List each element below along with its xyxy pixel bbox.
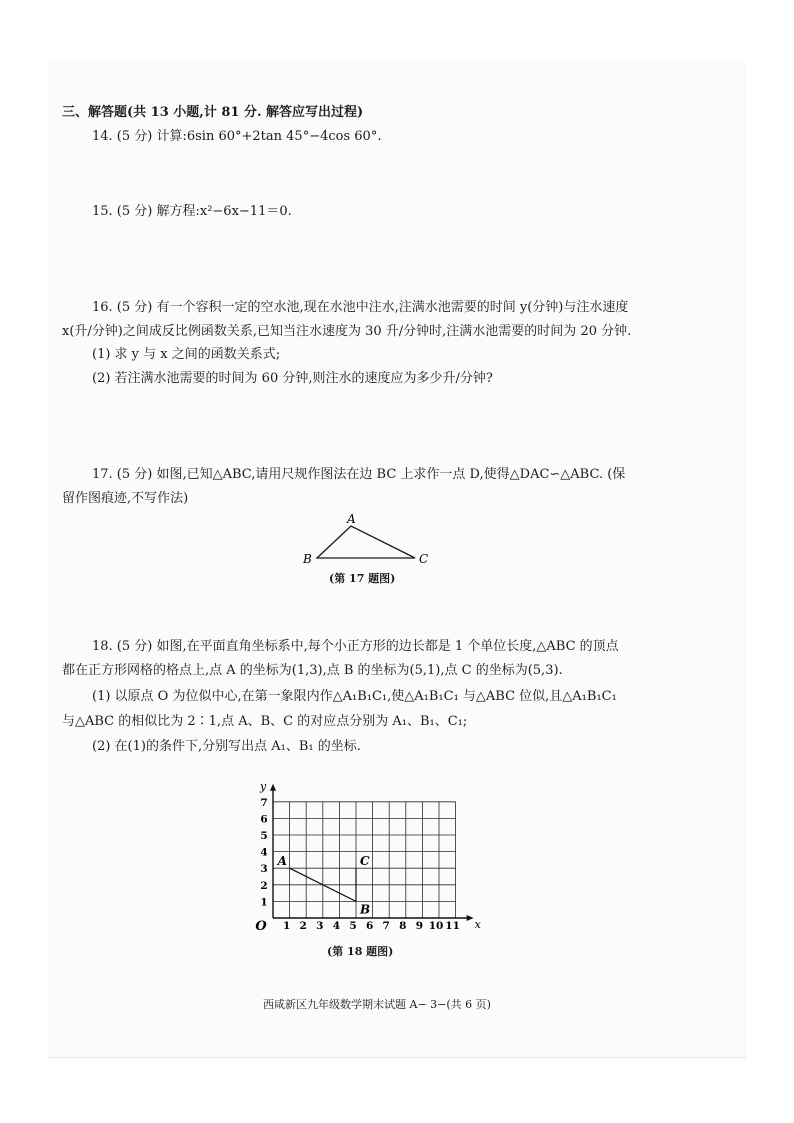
x-tick-label: 3	[316, 920, 324, 932]
triangle-label-a: A	[347, 512, 356, 526]
x-tick-label: 1	[282, 920, 291, 932]
question-16-part-2: (2) 若注满水池需要的时间为 60 分钟,则注水的速度应为多少升/分钟?	[92, 371, 493, 386]
origin-label: O	[255, 919, 267, 934]
figure-17-caption: (第 17 题图)	[329, 572, 396, 585]
coordinate-grid-figure	[240, 755, 490, 940]
triangle-label-b: B	[303, 552, 312, 566]
point-label-c: C	[360, 854, 370, 869]
x-tick-label: 7	[382, 920, 390, 932]
x-tick-label: 10	[428, 920, 444, 932]
y-axis-label: y	[260, 779, 267, 793]
question-14: 14. (5 分) 计算:6sin 60°+2tan 45°−4cos 60°.	[92, 129, 382, 144]
x-tick-label: 5	[349, 920, 357, 932]
x-tick-label: 6	[365, 920, 374, 932]
x-axis-label: x	[474, 918, 481, 931]
y-tick-label: 5	[260, 830, 268, 842]
y-tick-label: 3	[260, 863, 268, 876]
x-tick-label: 11	[445, 920, 460, 932]
question-16-part-1: (1) 求 y 与 x 之间的函数关系式;	[92, 347, 281, 362]
triangle-abc-figure	[295, 510, 445, 572]
question-16-line-2: x(升/分钟)之间成反比例函数关系,已知当注水速度为 30 升/分钟时,注满水池需要的时间为 20 分钟.	[62, 324, 632, 339]
page-edge-divider	[48, 1057, 746, 1058]
question-18-part-2: (2) 在(1)的条件下,分别写出点 A₁、B₁ 的坐标.	[92, 739, 361, 754]
y-tick-label: 4	[260, 846, 268, 859]
y-tick-label: 7	[260, 796, 268, 809]
question-18-line-2: 都在正方形网格的格点上,点 A 的坐标为(1,3),点 B 的坐标为(5,1),点 C 的坐标为(5,3).	[62, 663, 563, 678]
y-axis-arrow	[270, 784, 276, 791]
section-heading: 三、解答题(共 13 小题,计 81 分. 解答应写出过程)	[62, 105, 364, 120]
question-17-line-1: 17. (5 分) 如图,已知△ABC,请用尺规作图法在边 BC 上求作一点 D,使得△DAC∽△ABC. (保	[92, 467, 626, 482]
x-tick-label: 2	[299, 920, 307, 932]
question-15: 15. (5 分) 解方程:x²−6x−11＝0.	[92, 204, 292, 219]
question-16-line-1: 16. (5 分) 有一个容积一定的空水池,现在水池中注水,注满水池需要的时间 y(分钟)与注水速度	[92, 300, 629, 315]
point-label-b: B	[360, 902, 371, 917]
x-tick-label: 8	[399, 920, 407, 932]
figure-18-caption: (第 18 题图)	[327, 945, 394, 958]
axes	[270, 784, 474, 921]
triangle-abc-shape	[317, 526, 415, 558]
question-17-line-2: 留作图痕迹,不写作法)	[62, 491, 189, 506]
question-18-part-1-line-2: 与△ABC 的相似比为 2∶1,点 A、B、C 的对应点分别为 A₁、B₁、C₁;	[62, 714, 468, 729]
question-18-line-1: 18. (5 分) 如图,在平面直角坐标系中,每个小正方形的边长都是 1 个单位长度,△ABC 的顶点	[92, 639, 619, 654]
page-footer: 西咸新区九年级数学期末试题 A− 3−(共 6 页)	[263, 998, 491, 1011]
x-tick-label: 4	[332, 920, 341, 932]
point-label-a: A	[277, 854, 287, 869]
x-tick-label: 9	[415, 920, 424, 932]
triangle-label-c: C	[419, 552, 429, 566]
y-tick-label: 1	[260, 896, 268, 909]
y-tick-label: 6	[260, 813, 268, 826]
x-axis-arrow	[467, 915, 474, 921]
y-tick-label: 2	[260, 879, 268, 892]
question-18-part-1-line-1: (1) 以原点 O 为位似中心,在第一象限内作△A₁B₁C₁,使△A₁B₁C₁ 与△ABC 位似,且△A₁B₁C₁	[92, 689, 617, 704]
